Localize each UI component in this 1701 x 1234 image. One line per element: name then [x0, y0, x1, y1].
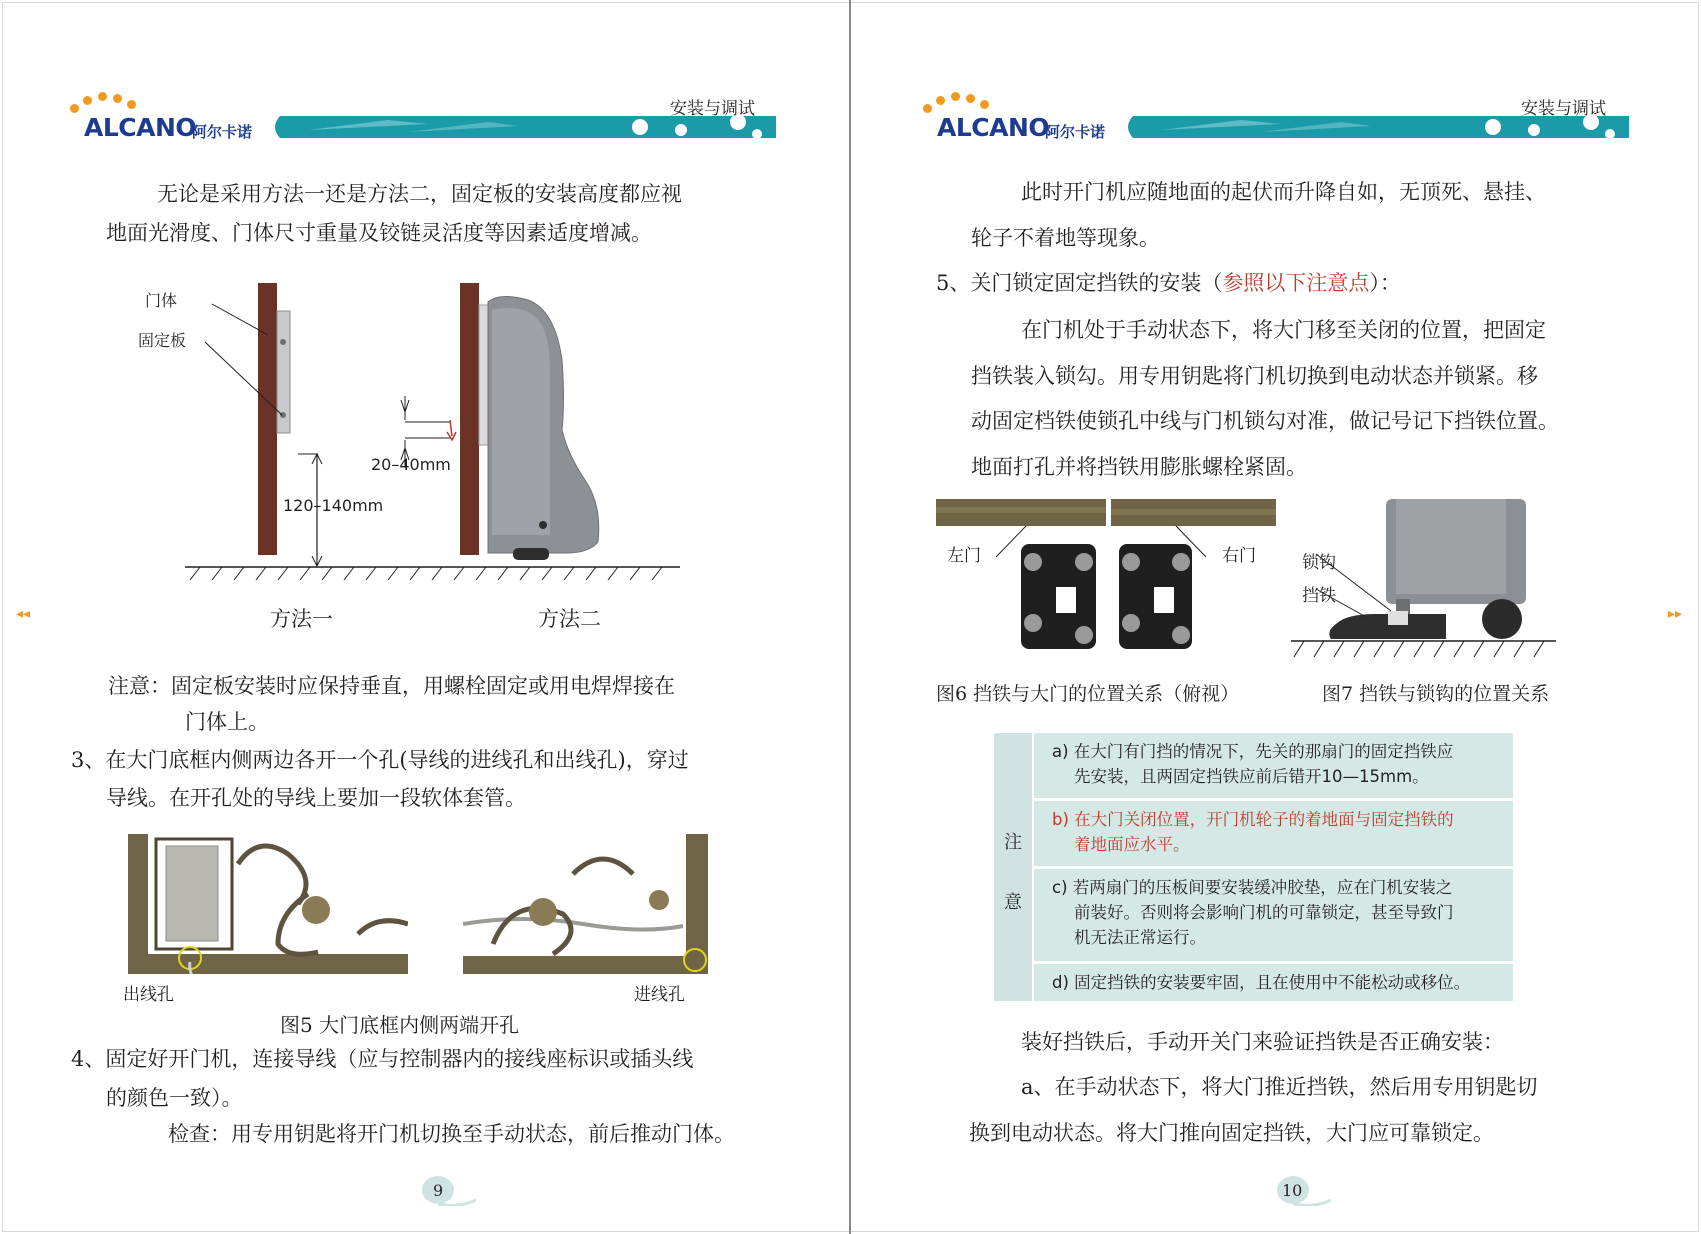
note-line: 着地面应水平。 [1074, 835, 1190, 854]
stopper-top-view-photo [936, 499, 1276, 659]
right-page [851, 0, 1701, 1234]
step-5-suffix: ）： [1369, 271, 1401, 295]
label-lock-hook: 锁钩 [1302, 553, 1336, 573]
notes-side-char: 意 [1004, 892, 1022, 913]
header-band [268, 116, 776, 138]
logo-text: ALCANO [84, 113, 197, 142]
section-title: 安装与调试 [670, 99, 755, 119]
logo-text: ALCANO [937, 113, 1050, 142]
note-line: b) 在大门关闭位置，开门机轮子的着地面与固定挡铁的 [1052, 810, 1454, 829]
paragraph-line: 此时开门机应随地面的起伏而升降自如，无顶死、悬挂、 [1021, 180, 1546, 204]
label-outlet-hole: 出线孔 [123, 985, 174, 1005]
logo-cn: 阿尔卡诺 [1045, 123, 1106, 141]
paragraph-line: 地面光滑度、门体尺寸重量及铰链灵活度等因素适度增减。 [106, 221, 652, 245]
check-line: 检查：用专用钥匙将开门机切换至手动状态，前后推动门体。 [168, 1122, 735, 1146]
paragraph-line: 挡铁装入锁勾。用专用钥匙将门机切换到电动状态并锁紧。移 [971, 364, 1538, 388]
label-right-door: 右门 [1222, 546, 1256, 566]
label-plate: 固定板 [138, 331, 187, 350]
note-item [1034, 733, 1513, 798]
figure-6-caption: 图6 挡铁与大门的位置关系（俯视） [936, 683, 1240, 705]
note-line: d) 固定挡铁的安装要牢固，且在使用中不能松动或移位。 [1052, 973, 1471, 992]
prev-page-arrow-icon[interactable]: ◂◂ [16, 606, 31, 622]
label-dim-120-140: 120–140mm [283, 496, 384, 515]
label-stopper: 挡铁 [1302, 586, 1336, 606]
paragraph-line: a、在手动状态下，将大门推近挡铁，然后用专用钥匙切 [1021, 1075, 1538, 1099]
note-item [1034, 869, 1513, 961]
logo-cn: 阿尔卡诺 [192, 123, 253, 141]
note-line: c) 若两扇门的压板间要安装缓冲胶垫，应在门机安装之 [1052, 878, 1453, 897]
label-left-door: 左门 [947, 546, 981, 566]
page-number: 10 [1282, 1181, 1303, 1200]
paragraph-line: 换到电动状态。将大门推向固定挡铁，大门应可靠锁定。 [969, 1121, 1494, 1145]
note-item [1034, 964, 1513, 1001]
paragraph-line: 在门机处于手动状态下，将大门移至关闭的位置，把固定 [1021, 318, 1546, 342]
figure-7-caption: 图7 挡铁与锁钩的位置关系 [1322, 683, 1550, 705]
page-number: 9 [433, 1181, 444, 1200]
label-method-2: 方法二 [538, 607, 601, 631]
label-method-1: 方法一 [270, 607, 333, 631]
left-page [0, 0, 849, 1234]
paragraph-line: 轮子不着地等现象。 [971, 226, 1160, 250]
label-dim-20-40: 20–40mm [371, 455, 451, 474]
notes-box [994, 733, 1471, 1001]
notes-side-char: 注 [1004, 832, 1022, 853]
page-number-badge [420, 1174, 476, 1206]
step-4-line: 4、固定好开门机，连接导线（应与控制器内的接线座标识或插头线 [71, 1047, 694, 1071]
gate-frame-photo-left [128, 834, 408, 974]
step-3-line: 导线。在开孔处的导线上要加一段软体套管。 [106, 786, 526, 810]
header-band [1121, 116, 1629, 138]
note-item [1034, 801, 1513, 866]
paragraph-line: 地面打孔并将挡铁用膨胀螺栓紧固。 [971, 455, 1307, 479]
step-5-heading [936, 270, 1401, 296]
note-line: a) 在大门有门挡的情况下，先关的那扇门的固定挡铁应 [1052, 742, 1454, 761]
next-page-arrow-icon[interactable]: ▸▸ [1668, 606, 1683, 622]
note-line: 机无法正常运行。 [1074, 928, 1206, 947]
figure-5-caption: 图5 大门底框内侧两端开孔 [280, 1013, 520, 1037]
label-inlet-hole: 进线孔 [634, 985, 685, 1005]
note-line: 门体上。 [185, 710, 269, 734]
gate-frame-photo-right [463, 834, 718, 974]
step-5-reference: 参照以下注意点 [1222, 271, 1370, 295]
note-line: 注意：固定板安装时应保持垂直，用螺栓固定或用电焊焊接在 [108, 674, 675, 698]
paragraph-line: 装好挡铁后，手动开关门来验证挡铁是否正确安装： [1021, 1030, 1504, 1054]
method-diagram [170, 280, 690, 580]
note-line: 先安装，且两固定挡铁应前后错开10—15mm。 [1074, 767, 1429, 786]
label-door: 门体 [145, 291, 178, 310]
step-4-line: 的颜色一致）。 [106, 1086, 243, 1110]
paragraph-line: 动固定档铁使锁孔中线与门机锁勾对准，做记号记下挡铁位置。 [971, 409, 1559, 433]
paragraph-line: 无论是采用方法一还是方法二，固定板的安装高度都应视 [157, 182, 682, 206]
notes-side [994, 733, 1032, 1001]
note-line: 前装好。否则将会影响门机的可靠锁定，甚至导致门 [1074, 903, 1454, 922]
section-title: 安装与调试 [1521, 99, 1606, 119]
step-3-line: 3、在大门底框内侧两边各开一个孔(导线的进线孔和出线孔)，穿过 [71, 748, 689, 772]
step-5-prefix: 5、关门锁定固定挡铁的安装（ [936, 271, 1223, 295]
